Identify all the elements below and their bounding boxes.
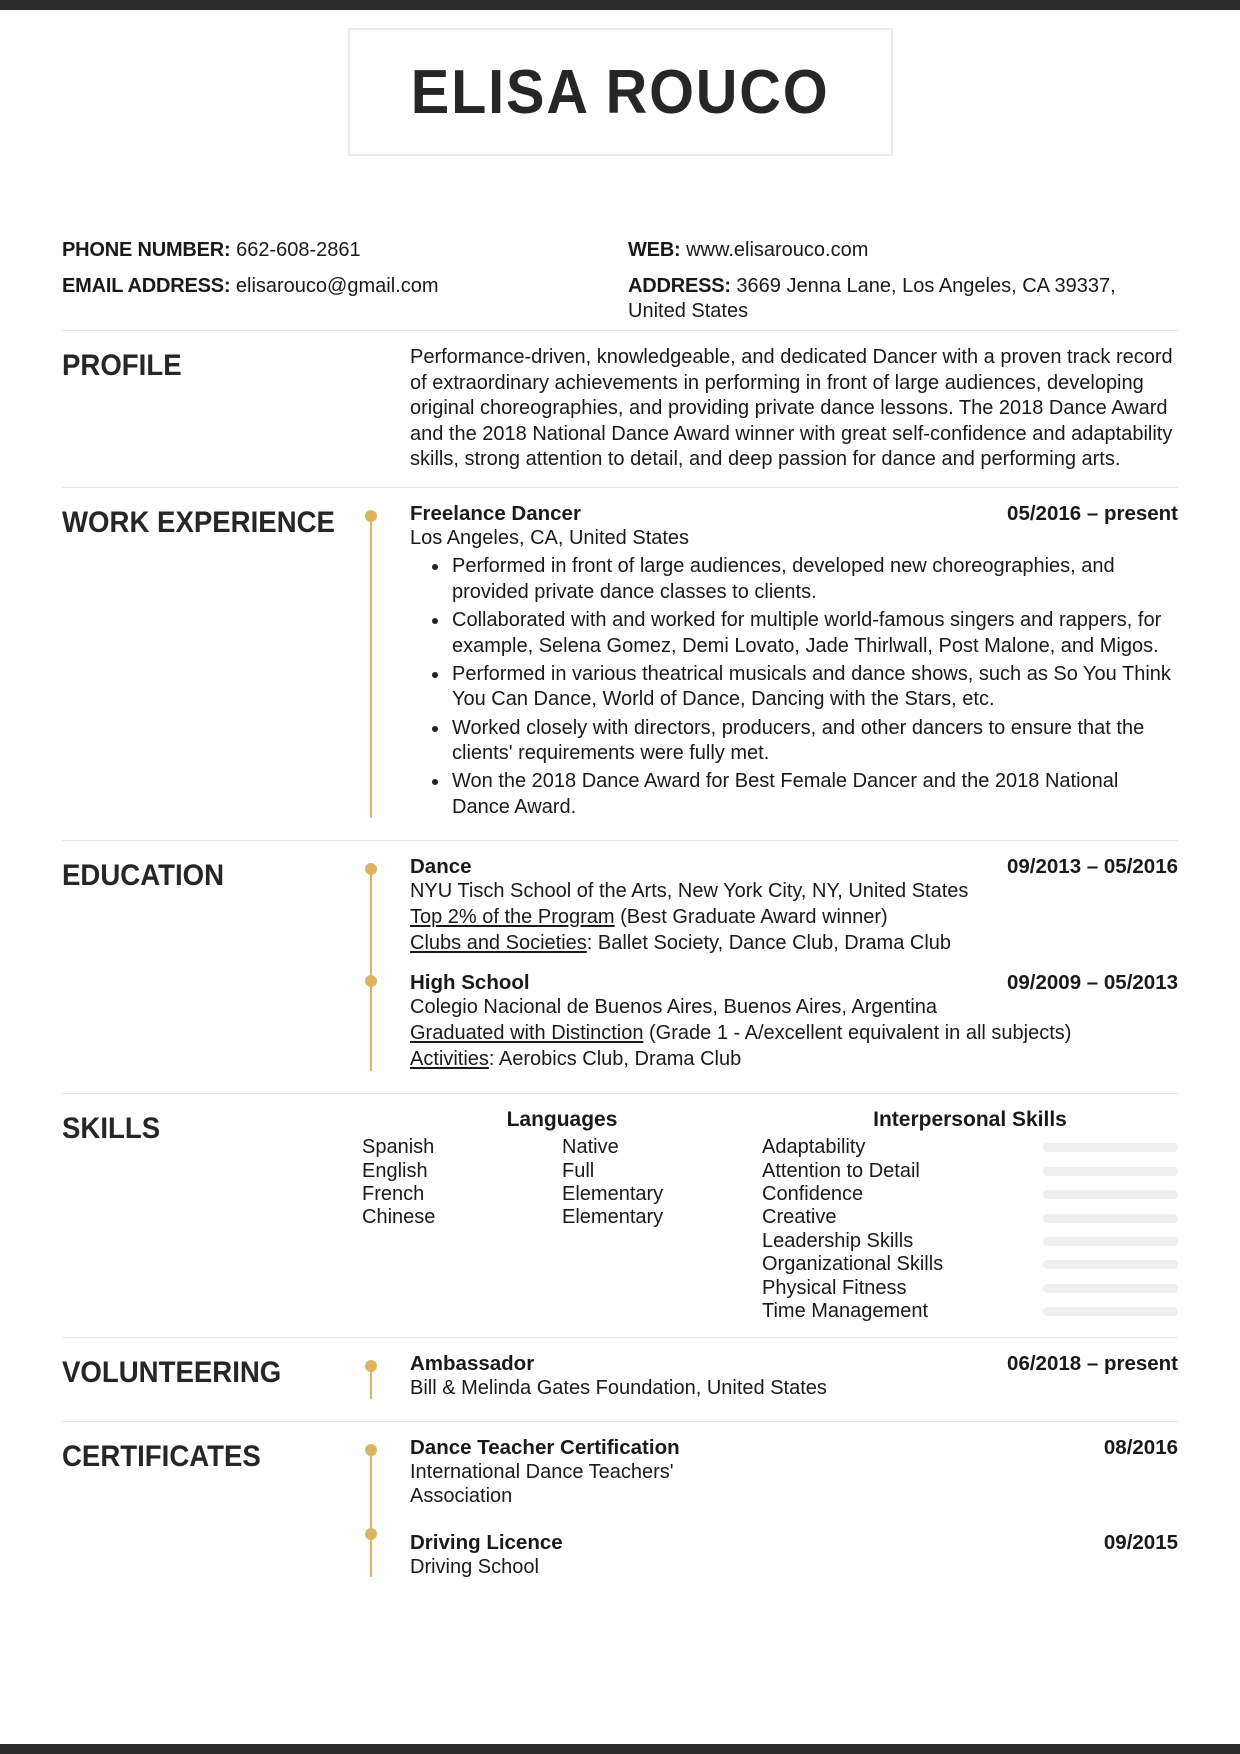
work-role: Freelance Dancer — [410, 501, 581, 525]
list-item: Collaborated with and worked for multiple world-famous singers and rappers, for example, Selena Gomez, Demi Lovato, Jade Thirlwall, Post Malone, and Migos. — [410, 608, 1178, 659]
section-body-education — [362, 855, 1178, 1079]
name-header — [0, 0, 1240, 156]
phone-value: 662-608-2861 — [236, 239, 361, 261]
skill-row — [762, 1300, 1178, 1323]
list-item: Performed in various theatrical musicals and dance shows, such as So You Think You Can Dance, World of Dance, Dancing with the Stars, etc. — [410, 662, 1178, 713]
section-title-volunteering: VOLUNTEERING — [62, 1356, 282, 1390]
education-entry — [410, 971, 1178, 1073]
contact-column-left — [62, 238, 620, 335]
skill-track — [1043, 1260, 1178, 1269]
education-entry — [410, 855, 1178, 957]
skill-name: Organizational Skills — [762, 1253, 944, 1276]
phone-label: PHONE NUMBER: — [62, 239, 231, 261]
work-date: 05/2016 – present — [1007, 501, 1178, 525]
certificate-issuer: International Dance Teachers' Association — [410, 1460, 674, 1508]
skill-name: Confidence — [762, 1183, 864, 1206]
email-label: EMAIL ADDRESS: — [62, 275, 231, 298]
work-entry-head — [410, 502, 1178, 526]
contact-row-web — [628, 238, 1178, 262]
education-clubs-label: Clubs and Societies — [410, 932, 587, 955]
education-degree: Dance — [410, 855, 472, 879]
section-work-experience — [62, 488, 1178, 840]
education-highlight: Graduated with Distinction — [410, 1021, 644, 1044]
web-label: WEB: — [628, 239, 681, 261]
certificate-entry-head — [410, 1531, 1178, 1555]
education-detail-line — [410, 904, 1178, 931]
language-row — [362, 1206, 762, 1229]
address-value: 3669 Jenna Lane, Los Angeles, CA 39337, United States — [628, 275, 1116, 322]
language-row — [362, 1183, 762, 1206]
timeline-dot — [365, 1360, 377, 1372]
certificate-name: Driving Licence — [410, 1530, 563, 1554]
contact-row-phone — [62, 238, 620, 262]
education-detail-line — [410, 1046, 1178, 1073]
work-entry — [410, 502, 1178, 820]
languages-heading: Languages — [506, 1108, 618, 1132]
section-body-skills — [362, 1108, 1178, 1323]
timeline-rail — [370, 1446, 372, 1577]
education-highlight-rest: (Grade 1 - A/excellent equivalent in all subjects) — [643, 1021, 1072, 1044]
timeline-dot — [365, 975, 377, 987]
bottom-accent-bar — [0, 1744, 1240, 1754]
interpersonal-heading: Interpersonal Skills — [873, 1108, 1067, 1132]
list-item: Worked closely with directors, producers, and other dancers to ensure that the clients' requirements were fully met. — [410, 716, 1178, 767]
section-title-certificates: CERTIFICATES — [62, 1439, 261, 1473]
education-date: 09/2009 – 05/2013 — [1007, 971, 1178, 995]
skill-row — [762, 1136, 1178, 1159]
education-school: NYU Tisch School of the Arts, New York City, NY, United States — [410, 880, 969, 903]
education-school: Colegio Nacional de Buenos Aires, Buenos Aires, Argentina — [410, 996, 938, 1019]
skill-track — [1043, 1190, 1178, 1199]
volunteering-entry-head — [410, 1352, 1178, 1376]
web-value[interactable]: www.elisarouco.com — [686, 239, 869, 261]
section-profile — [62, 331, 1178, 487]
skill-row — [762, 1160, 1178, 1183]
section-title-education: EDUCATION — [62, 859, 225, 893]
education-highlight-rest: (Best Graduate Award winner) — [614, 905, 888, 928]
skill-track — [1043, 1307, 1178, 1316]
certificate-entry-head — [410, 1436, 1178, 1460]
volunteering-entry — [410, 1352, 1178, 1400]
volunteering-date: 06/2018 – present — [1007, 1352, 1178, 1376]
language-level: Elementary — [562, 1206, 664, 1229]
education-detail-line — [410, 1020, 1178, 1047]
skill-row — [762, 1277, 1178, 1300]
skill-row — [762, 1253, 1178, 1276]
section-title-work-experience: WORK EXPERIENCE — [62, 505, 335, 539]
address-label: ADDRESS: — [628, 275, 731, 298]
name-box — [348, 28, 893, 156]
certificate-entry — [410, 1531, 1178, 1579]
skill-track — [1043, 1143, 1178, 1152]
language-name: English — [362, 1159, 428, 1182]
language-level: Full — [562, 1159, 595, 1182]
timeline-dot — [365, 510, 377, 522]
timeline-rail — [370, 512, 372, 818]
skill-name: Creative — [762, 1206, 837, 1229]
timeline-rail — [370, 865, 372, 1071]
language-row — [362, 1160, 762, 1183]
contact-row-email — [62, 274, 620, 298]
page-title: ELISA ROUCO — [410, 57, 830, 127]
contact-block — [62, 238, 1178, 335]
skill-track — [1043, 1167, 1178, 1176]
certificate-entry — [410, 1436, 1178, 1509]
work-bullets — [410, 554, 1178, 820]
volunteering-role: Ambassador — [410, 1352, 535, 1376]
sections-container — [62, 330, 1178, 1599]
education-activities-label: Activities — [410, 1048, 489, 1071]
skill-name: Physical Fitness — [762, 1276, 907, 1299]
section-volunteering — [62, 1338, 1178, 1420]
skill-row — [762, 1230, 1178, 1253]
skill-name: Leadership Skills — [762, 1229, 914, 1252]
language-name: French — [362, 1183, 425, 1206]
certificate-date: 08/2016 — [1103, 1435, 1178, 1459]
section-title-skills: SKILLS — [62, 1112, 161, 1146]
section-skills — [62, 1094, 1178, 1337]
section-education — [62, 841, 1178, 1093]
skill-row — [762, 1206, 1178, 1229]
language-row — [362, 1136, 762, 1159]
list-item: Performed in front of large audiences, developed new choreographies, and provided private dance classes to clients. — [410, 554, 1178, 605]
section-title-profile: PROFILE — [62, 349, 182, 382]
work-location: Los Angeles, CA, United States — [410, 526, 690, 549]
section-body-profile — [362, 345, 1178, 473]
certificate-name: Dance Teacher Certification — [410, 1435, 680, 1459]
education-activities-rest: : Aerobics Club, Drama Club — [488, 1048, 742, 1071]
education-date: 09/2013 – 05/2016 — [1007, 855, 1178, 879]
skill-name: Attention to Detail — [762, 1159, 920, 1182]
skill-track — [1043, 1214, 1178, 1223]
contact-column-right — [620, 238, 1178, 335]
education-degree: High School — [410, 971, 530, 995]
language-name: Spanish — [362, 1136, 435, 1159]
timeline-dot — [365, 863, 377, 875]
section-body-work-experience — [362, 502, 1178, 826]
skill-row — [762, 1183, 1178, 1206]
section-body-certificates — [362, 1436, 1178, 1585]
education-entry-head — [410, 971, 1178, 995]
list-item: Won the 2018 Dance Award for Best Female Dancer and the 2018 National Dance Award. — [410, 769, 1178, 820]
profile-text: Performance-driven, knowledgeable, and dedicated Dancer with a proven track record of extraordinary achievements in performing in front of large audiences, developing original choreographies, and providing private dance lessons. The 2018 Dance Award and the 2018 National Dance Award winner with great self-confidence and adaptability skills, strong attention to detail, and deep passion for dance and performing arts. — [410, 346, 1173, 471]
email-value: elisarouco@gmail.com — [235, 275, 439, 298]
skill-name: Time Management — [762, 1299, 928, 1322]
certificate-date: 09/2015 — [1103, 1530, 1178, 1554]
language-level: Elementary — [562, 1183, 664, 1206]
language-level: Native — [562, 1136, 619, 1159]
language-name: Chinese — [362, 1206, 436, 1229]
section-certificates — [62, 1422, 1178, 1599]
skill-track — [1043, 1284, 1178, 1293]
skill-name: Adaptability — [762, 1136, 866, 1159]
top-accent-bar — [0, 0, 1240, 10]
education-detail-line — [410, 930, 1178, 957]
education-clubs-rest: : Ballet Society, Dance Club, Drama Club — [586, 932, 952, 955]
education-highlight: Top 2% of the Program — [410, 905, 615, 928]
timeline-dot — [365, 1444, 377, 1456]
education-entry-head — [410, 855, 1178, 879]
certificate-issuer: Driving School — [410, 1555, 539, 1578]
volunteering-org: Bill & Melinda Gates Foundation, United States — [410, 1377, 827, 1400]
contact-row-address — [628, 274, 1178, 323]
timeline-dot — [365, 1528, 377, 1540]
skill-track — [1043, 1237, 1178, 1246]
interpersonal-skills-block — [762, 1108, 1178, 1323]
section-body-volunteering — [362, 1352, 1178, 1406]
languages-block — [362, 1108, 762, 1323]
